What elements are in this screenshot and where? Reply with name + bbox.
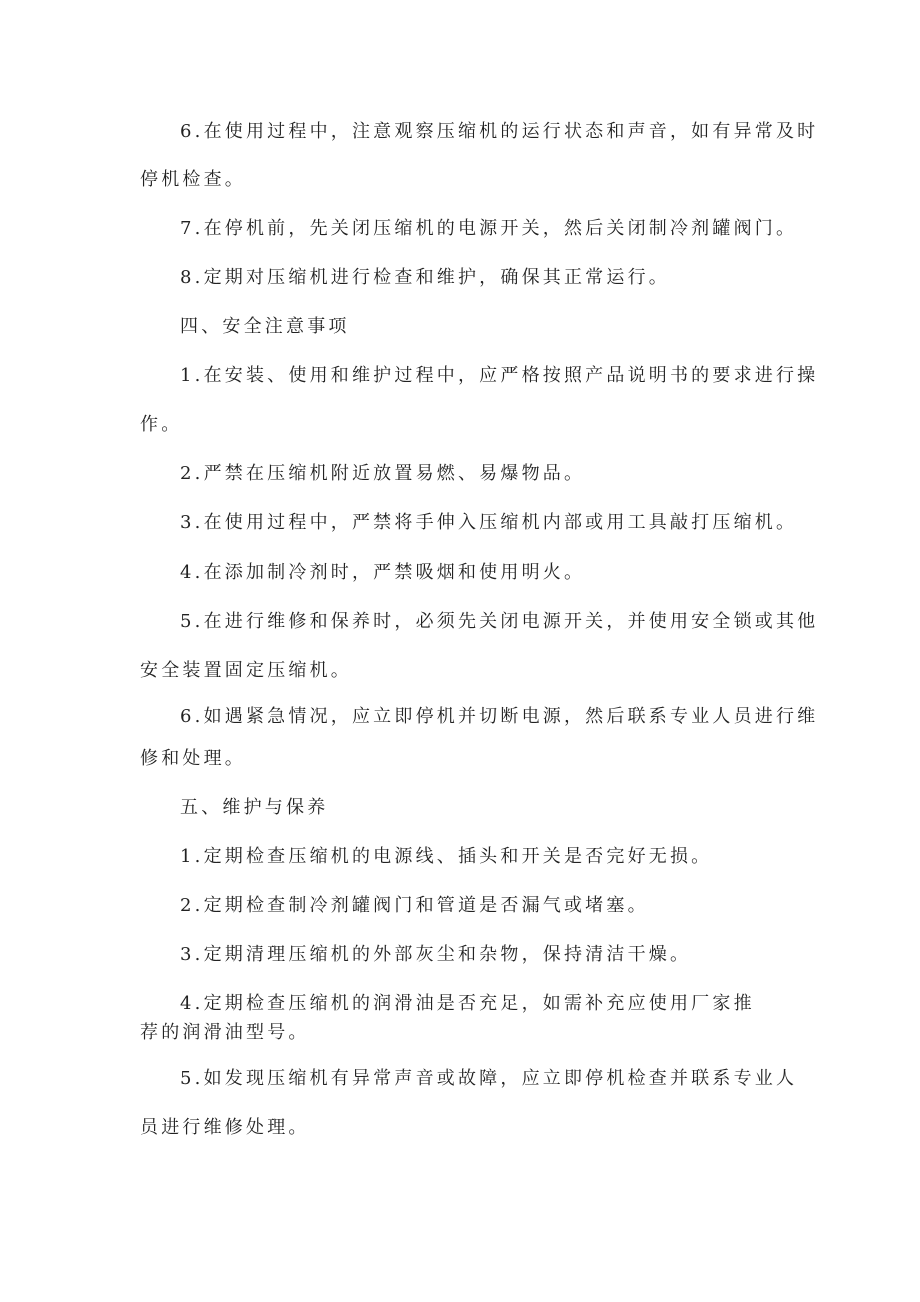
- text-line: 4.在添加制冷剂时，严禁吸烟和使用明火。: [180, 562, 586, 583]
- text-line: 5.如发现压缩机有异常声音或故障，应立即停机检查并联系专业人: [180, 1068, 798, 1089]
- text-line: 1.定期检查压缩机的电源线、插头和开关是否完好无损。: [180, 846, 713, 867]
- text-line: 员进行维修处理。: [140, 1117, 310, 1138]
- text-line: 6.在使用过程中，注意观察压缩机的运行状态和声音，如有异常及时: [180, 121, 819, 142]
- text-line: 4.定期检查压缩机的润滑油是否充足，如需补充应使用厂家推: [180, 993, 755, 1014]
- text-line: 安全装置固定压缩机。: [140, 660, 352, 681]
- section-heading: 五、维护与保养: [180, 797, 329, 818]
- text-line: 8.定期对压缩机进行检查和维护，确保其正常运行。: [180, 267, 670, 288]
- text-line: 作。: [140, 414, 183, 435]
- text-line: 5.在进行维修和保养时，必须先关闭电源开关，并使用安全锁或其他: [180, 611, 819, 632]
- text-line: 3.在使用过程中，严禁将手伸入压缩机内部或用工具敲打压缩机。: [180, 512, 798, 533]
- section-heading: 四、安全注意事项: [180, 316, 350, 337]
- text-line: 2.严禁在压缩机附近放置易燃、易爆物品。: [180, 463, 586, 484]
- text-line: 7.在停机前，先关闭压缩机的电源开关，然后关闭制冷剂罐阀门。: [180, 218, 798, 239]
- text-line: 3.定期清理压缩机的外部灰尘和杂物，保持清洁干燥。: [180, 944, 692, 965]
- text-line: 停机检查。: [140, 169, 246, 190]
- text-line: 荐的润滑油型号。: [140, 1022, 310, 1043]
- text-line: 6.如遇紧急情况，应立即停机并切断电源，然后联系专业人员进行维: [180, 706, 819, 727]
- text-line: 2.定期检查制冷剂罐阀门和管道是否漏气或堵塞。: [180, 895, 649, 916]
- text-line: 1.在安装、使用和维护过程中，应严格按照产品说明书的要求进行操: [180, 365, 819, 386]
- text-line: 修和处理。: [140, 748, 246, 769]
